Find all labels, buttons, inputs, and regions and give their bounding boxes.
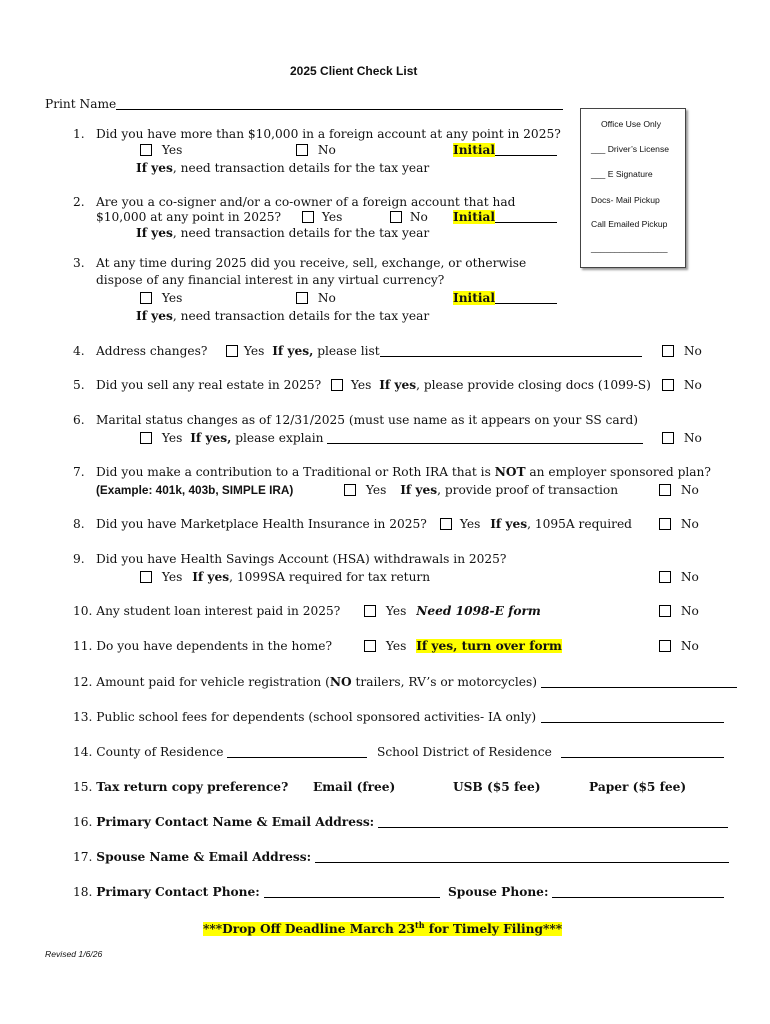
q1-no-checkbox[interactable]: [296, 144, 308, 156]
q4-no-checkbox[interactable]: [662, 345, 674, 357]
q4-no-label: No: [683, 344, 702, 358]
q5-number: 5.: [73, 378, 85, 392]
deadline-text: [203, 922, 562, 936]
q3-no-checkbox[interactable]: [296, 292, 308, 304]
q7-text-a: Did you make a contribution to a Traditional or Roth IRA that is: [96, 465, 495, 479]
q18-spouse-label: Spouse Phone:: [448, 885, 549, 899]
q2-yes-label: Yes: [321, 210, 343, 224]
q1-yes-label: Yes: [161, 143, 183, 157]
q5-yes-checkbox[interactable]: [331, 379, 343, 391]
q5-rest: , please provide closing docs (1099-S): [416, 378, 651, 392]
q12-amount-field[interactable]: [541, 675, 737, 688]
q4-if-yes: If yes,: [272, 344, 314, 358]
q18-spouse-row: [448, 885, 724, 899]
q14-county-field[interactable]: [227, 745, 367, 758]
q1-note-rest: , need transaction details for the tax year: [172, 161, 430, 175]
q2-if-yes: If yes: [136, 226, 173, 240]
q6-number: 6.: [73, 413, 85, 427]
q9-rest: , 1099SA required for tax return: [229, 570, 431, 584]
office-use-box: [580, 108, 686, 268]
office-drivers-license: ___ Driver’s License: [591, 144, 670, 154]
q3-no-label: No: [317, 291, 336, 305]
q6-yes-label: Yes: [161, 431, 183, 445]
q15-usb-option[interactable]: USB ($5 fee): [453, 780, 541, 794]
q10-no-checkbox[interactable]: [659, 605, 671, 617]
office-call: Call Emailed Pickup: [591, 219, 668, 229]
q5-no-checkbox[interactable]: [662, 379, 674, 391]
q8-yes-checkbox[interactable]: [440, 518, 452, 530]
q6-if-yes: If yes,: [190, 431, 232, 445]
q3-number: 3.: [73, 256, 85, 270]
q11-text: Do you have dependents in the home?: [96, 639, 332, 653]
deadline-sup: th: [415, 920, 425, 930]
q7-example: (Example: 401k, 403b, SIMPLE IRA): [96, 483, 294, 497]
office-e-signature: ___ E Signature: [591, 169, 653, 179]
q12-text-a: Amount paid for vehicle registration (: [96, 675, 330, 689]
q5-yes-option[interactable]: [331, 378, 651, 392]
q3-note: [136, 309, 429, 323]
q8-number: 8.: [73, 517, 85, 531]
q7-text: [96, 465, 711, 479]
q2-line2: $10,000 at any point in 2025?: [96, 210, 282, 224]
q1-yes-checkbox[interactable]: [140, 144, 152, 156]
q5-text: Did you sell any real estate in 2025?: [96, 378, 322, 392]
q13-number: 13.: [73, 710, 93, 724]
q3-if-yes: If yes: [136, 309, 173, 323]
q12-no-word: NO: [329, 675, 352, 689]
q3-note-rest: , need transaction details for the tax year: [172, 309, 430, 323]
q3-initial-field[interactable]: [495, 291, 557, 304]
q12-number: 12.: [73, 675, 93, 689]
q11-no-checkbox[interactable]: [659, 640, 671, 652]
q10-yes-option[interactable]: [364, 604, 541, 618]
q11-yes-checkbox[interactable]: [364, 640, 376, 652]
q18-number: 18.: [73, 885, 93, 899]
q7-if-yes: If yes: [400, 483, 438, 497]
q8-text: Did you have Marketplace Health Insurance in 2025?: [96, 517, 427, 531]
q11-text-row: [73, 639, 332, 653]
q7-yes-checkbox[interactable]: [344, 484, 356, 496]
q3-line2: dispose of any financial interest in any virtual currency?: [96, 273, 445, 287]
q3-initial[interactable]: [453, 291, 557, 305]
q11-number: 11.: [73, 639, 93, 653]
q15-email-option[interactable]: Email (free): [313, 780, 396, 794]
q17-row: [73, 850, 729, 864]
q11-no-option[interactable]: [659, 639, 699, 653]
q14-district-row: [377, 745, 552, 759]
q15-label: Tax return copy preference?: [96, 780, 289, 794]
q11-yes-option[interactable]: [364, 639, 562, 653]
q15-number: 15.: [73, 780, 93, 794]
q2-note-rest: , need transaction details for the tax year: [172, 226, 430, 240]
q2-initial[interactable]: [453, 210, 557, 224]
q1-if-yes: If yes: [136, 161, 173, 175]
q14-number: 14.: [73, 745, 93, 759]
q8-no-checkbox[interactable]: [659, 518, 671, 530]
q13-fees-field-wrap: [541, 710, 724, 724]
q11-no-label: No: [680, 639, 699, 653]
q3-line1: At any time during 2025 did you receive, sell, exchange, or otherwise: [96, 256, 527, 270]
q1-yes-option[interactable]: [140, 143, 182, 157]
q2-yes-option[interactable]: [302, 210, 342, 224]
q2-no-checkbox[interactable]: [390, 211, 402, 223]
q16-label: Primary Contact Name & Email Address:: [96, 815, 375, 829]
q9-if-yes: If yes: [192, 570, 230, 584]
q8-yes-option[interactable]: [440, 517, 632, 531]
q2-initial-label: Initial: [453, 210, 495, 224]
deadline-banner: [203, 920, 562, 936]
q2-no-label: No: [409, 210, 428, 224]
q18-primary-field[interactable]: [264, 885, 440, 898]
q7-yes-label: Yes: [365, 483, 387, 497]
q1-no-option[interactable]: [296, 143, 336, 157]
q9-text: Did you have Health Savings Account (HSA) withdrawals in 2025?: [96, 552, 507, 566]
q1-number: 1.: [73, 127, 85, 141]
q18-spouse-field[interactable]: [552, 885, 724, 898]
q4-yes-checkbox[interactable]: [226, 345, 238, 357]
q8-rest: , 1095A required: [527, 517, 632, 531]
q7-yes-option[interactable]: [344, 483, 618, 497]
print-name-field[interactable]: [116, 97, 563, 110]
revised-date: Revised 1/6/26: [45, 949, 103, 959]
q8-no-option[interactable]: [659, 517, 699, 531]
q3-no-option[interactable]: [296, 291, 336, 305]
deadline-part-b: for Timely Filing***: [424, 922, 563, 937]
q17-label: Spouse Name & Email Address:: [96, 850, 312, 864]
q7-rest: , provide proof of transaction: [437, 483, 619, 497]
q16-row: [73, 815, 728, 829]
q4-yes-option[interactable]: [226, 344, 642, 358]
q15-row: [73, 780, 288, 794]
q12-row: [73, 675, 737, 689]
q10-no-option[interactable]: [659, 604, 699, 618]
q17-number: 17.: [73, 850, 93, 864]
q10-number: 10.: [73, 604, 93, 618]
q7-no-label: No: [680, 483, 699, 497]
print-name-label: Print Name: [45, 97, 117, 111]
q3-yes-label: Yes: [161, 291, 183, 305]
q11-yes-label: Yes: [385, 639, 407, 653]
q6-explain-field[interactable]: [327, 431, 643, 444]
q13-row: [73, 710, 536, 724]
q14-district-field[interactable]: [561, 745, 724, 758]
q4-list-field[interactable]: [380, 344, 642, 357]
office-heading: Office Use Only: [601, 119, 662, 129]
q1-initial-field[interactable]: [495, 143, 557, 156]
office-line: ________________: [591, 243, 668, 253]
q9-yes-option[interactable]: [140, 570, 430, 584]
q10-text-row: [73, 604, 340, 618]
q6-yes-checkbox[interactable]: [140, 432, 152, 444]
q2-yes-checkbox[interactable]: [302, 211, 314, 223]
q7-number: 7.: [73, 465, 85, 479]
q7-text-b: an employer sponsored plan?: [525, 465, 711, 479]
q4-yes-label: Yes: [243, 344, 265, 358]
q13-text: Public school fees for dependents (school sponsored activities- IA only): [96, 710, 537, 724]
q15-paper-option[interactable]: Paper ($5 fee): [589, 780, 687, 794]
q5-if-yes: If yes: [379, 378, 417, 392]
q14-county-label: County of Residence: [96, 745, 224, 759]
q10-need: Need 1098-E form: [416, 604, 541, 618]
office-docs: Docs- Mail Pickup: [591, 195, 660, 205]
q18-primary-label: Primary Contact Phone:: [96, 885, 260, 899]
q2-no-option[interactable]: [390, 210, 428, 224]
q5-yes-label: Yes: [350, 378, 372, 392]
q4-no-option[interactable]: [662, 344, 702, 358]
q18-row: [73, 885, 440, 899]
q16-number: 16.: [73, 815, 93, 829]
q9-no-checkbox[interactable]: [659, 571, 671, 583]
q7-no-checkbox[interactable]: [659, 484, 671, 496]
q9-no-label: No: [680, 570, 699, 584]
q2-note: [136, 226, 429, 240]
q11-turn-over: If yes, turn over form: [416, 639, 562, 653]
q9-number: 9.: [73, 552, 85, 566]
deadline-part-a: ***Drop Off Deadline March 23: [203, 922, 416, 937]
q13-fees-field[interactable]: [541, 710, 724, 723]
q14-district-field-wrap: [561, 745, 724, 759]
q4-text: Address changes?: [96, 344, 208, 358]
q16-field[interactable]: [378, 815, 728, 828]
q6-text: Marital status changes as of 12/31/2025 (must use name as it appears on your SS card): [96, 413, 639, 427]
q1-text: Did you have more than $10,000 in a foreign account at any point in 2025?: [96, 127, 561, 141]
q17-field[interactable]: [315, 850, 729, 863]
q8-yes-label: Yes: [459, 517, 481, 531]
q2-initial-field[interactable]: [495, 210, 557, 223]
q3-initial-label: Initial: [453, 291, 495, 305]
q10-yes-label: Yes: [385, 604, 407, 618]
q7-no-option[interactable]: [659, 483, 699, 497]
q9-yes-checkbox[interactable]: [140, 571, 152, 583]
q6-no-label: No: [683, 431, 702, 445]
q8-if-yes: If yes: [490, 517, 528, 531]
q6-no-checkbox[interactable]: [662, 432, 674, 444]
q10-yes-checkbox[interactable]: [364, 605, 376, 617]
q2-number: 2.: [73, 195, 85, 209]
q1-note: [136, 161, 429, 175]
q5-no-label: No: [683, 378, 702, 392]
q6-rest: please explain: [231, 431, 324, 445]
q1-initial-label: Initial: [453, 143, 495, 157]
q6-yes-option[interactable]: [140, 431, 643, 445]
q14-row: [73, 745, 367, 759]
q1-initial[interactable]: [453, 143, 557, 157]
q14-district-label: School District of Residence: [377, 745, 552, 759]
q2-line1: Are you a co-signer and/or a co-owner of a foreign account that had: [96, 195, 516, 209]
q9-no-option[interactable]: [659, 570, 699, 584]
q12-text-b: trailers, RV’s or motorcycles): [351, 675, 537, 689]
q1-no-label: No: [317, 143, 336, 157]
q10-no-label: No: [680, 604, 699, 618]
q10-text: Any student loan interest paid in 2025?: [96, 604, 341, 618]
q5-no-option[interactable]: [662, 378, 702, 392]
q3-yes-checkbox[interactable]: [140, 292, 152, 304]
q8-no-label: No: [680, 517, 699, 531]
page-title: 2025 Client Check List: [290, 64, 418, 78]
q4-rest: please list: [313, 344, 380, 358]
print-name-row: [45, 97, 563, 111]
q3-yes-option[interactable]: [140, 291, 182, 305]
q4-number: 4.: [73, 344, 85, 358]
q6-no-option[interactable]: [662, 431, 702, 445]
q7-not: NOT: [494, 465, 526, 479]
q9-yes-label: Yes: [161, 570, 183, 584]
